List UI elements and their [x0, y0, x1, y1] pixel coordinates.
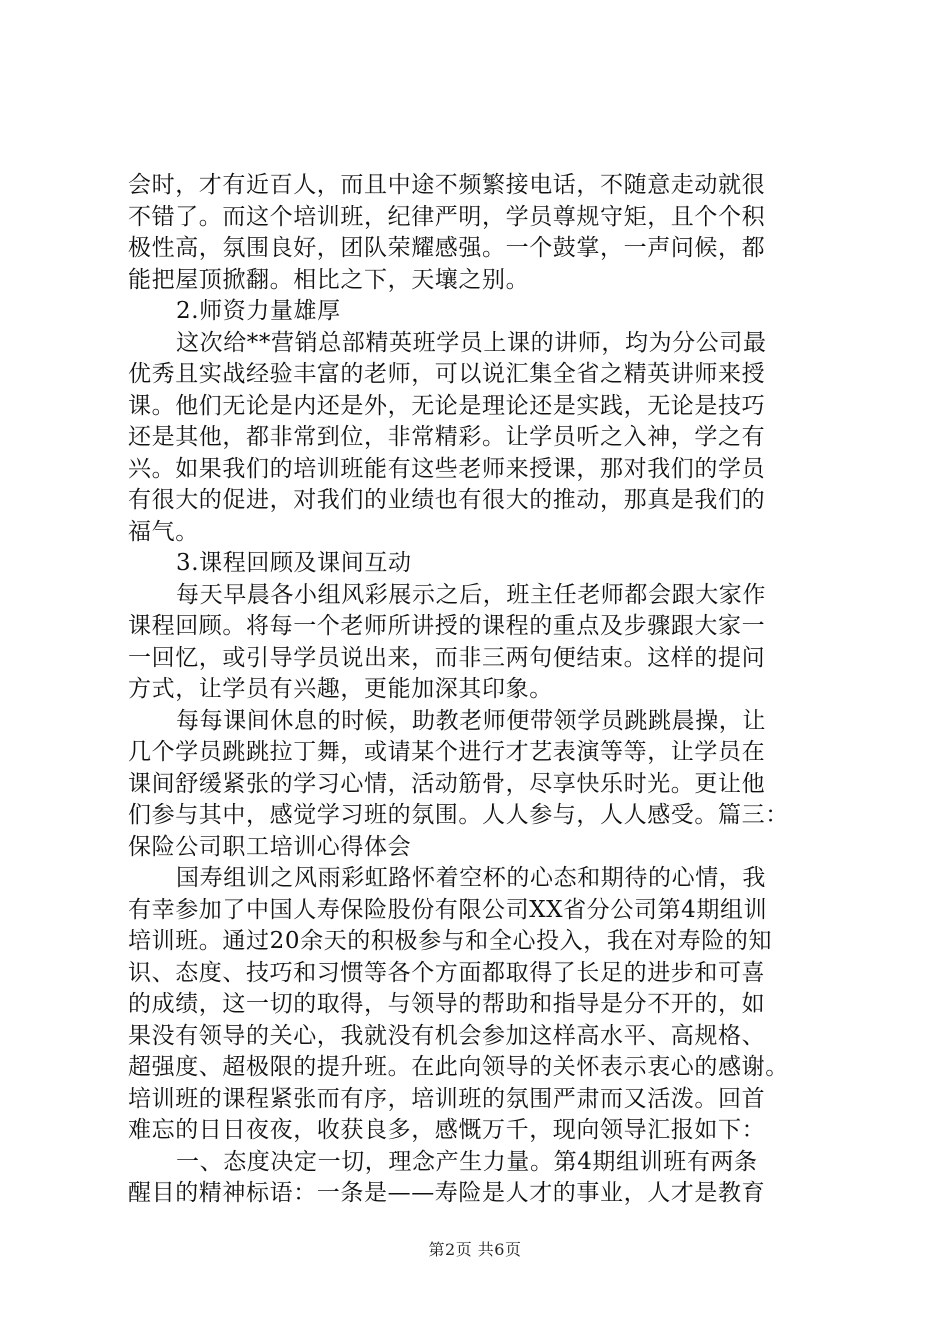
text-line: 福气。: [128, 518, 199, 545]
paragraph-start: 一、态度决定一切，理念产生力量。第4期组训班有两条: [176, 1148, 758, 1175]
text-line: 有幸参加了中国人寿保险股份有限公司XX省分公司第4期组训: [128, 896, 768, 923]
text-line: 培训班的课程紧张而有序，培训班的氛围严肃而又活泼。回首: [128, 1085, 766, 1112]
text-line: 超强度、超极限的提升班。在此向领导的关怀表示衷心的感谢。: [128, 1054, 789, 1080]
text-line: 能把屋顶掀翻。相比之下，天壤之别。: [128, 266, 530, 293]
text-line: 还是其他，都非常到位，非常精彩。让学员听之入神，学之有: [128, 424, 766, 450]
text-line: 们参与其中，感觉学习班的氛围。人人参与，人人感受。篇三：: [128, 802, 789, 828]
text-line: 课程回顾。将每一个老师所讲授的课程的重点及步骤跟大家一: [128, 613, 766, 639]
text-line: 课。他们无论是内还是外，无论是理论还是实践，无论是技巧: [128, 392, 766, 419]
text-line: 不错了。而这个培训班，纪律严明，学员尊规守矩，且个个积: [128, 203, 766, 230]
paragraph-start: 每天早晨各小组风彩展示之后，班主任老师都会跟大家作: [176, 581, 766, 608]
section-heading: 2.师资力量雄厚: [176, 298, 341, 324]
text-line: 极性高，氛围良好，团队荣耀感强。一个鼓掌，一声问候，都: [128, 235, 766, 261]
paragraph-start: 国寿组训之风雨彩虹路怀着空杯的心态和期待的心情，我: [176, 865, 766, 891]
text-line: 会时，才有近百人，而且中途不频繁接电话，不随意走动就很: [128, 172, 766, 198]
text-line: 果没有领导的关心，我就没有机会参加这样高水平、高规格、: [128, 1022, 766, 1049]
text-line: 识、态度、技巧和习惯等各个方面都取得了长足的进步和可喜: [128, 959, 766, 986]
text-line: 的成绩，这一切的取得，与领导的帮助和指导是分不开的，如: [128, 991, 766, 1017]
page-footer: 第2页 共6页: [428, 1240, 522, 1259]
text-line: 兴。如果我们的培训班能有这些老师来授课，那对我们的学员: [128, 455, 766, 482]
text-line: 有很大的促进，对我们的业绩也有很大的推动，那真是我们的: [128, 487, 766, 513]
document-body: [128, 170, 840, 1210]
text-line: 培训班。通过20余天的积极参与和全心投入，我在对寿险的知: [128, 928, 773, 954]
text-line: 课间舒缓紧张的学习心情，活动筋骨，尽享快乐时光。更让他: [128, 770, 766, 797]
text-line: 几个学员跳跳拉丁舞，或请某个进行才艺表演等等，让学员在: [128, 739, 766, 765]
text-line: 方式，让学员有兴趣，更能加深其印象。: [128, 676, 553, 702]
section-heading: 3.课程回顾及课间互动: [176, 550, 412, 576]
text-line: 难忘的日日夜夜，收获良多，感慨万千，现向领导汇报如下：: [128, 1117, 766, 1143]
text-line: 一回忆，或引导学员说出来，而非三两句便结束。这样的提问: [128, 644, 766, 671]
text-line: 醒目的精神标语：一条是——寿险是人才的事业，人才是教育: [128, 1180, 766, 1206]
text-line: 保险公司职工培训心得体会: [128, 833, 412, 860]
paragraph-start: 这次给**营销总部精英班学员上课的讲师，均为分公司最: [176, 329, 767, 356]
paragraph-start: 每每课间休息的时候，助教老师便带领学员跳跳晨操，让: [176, 707, 766, 734]
text-line: 优秀且实战经验丰富的老师，可以说汇集全省之精英讲师来授: [128, 361, 766, 387]
